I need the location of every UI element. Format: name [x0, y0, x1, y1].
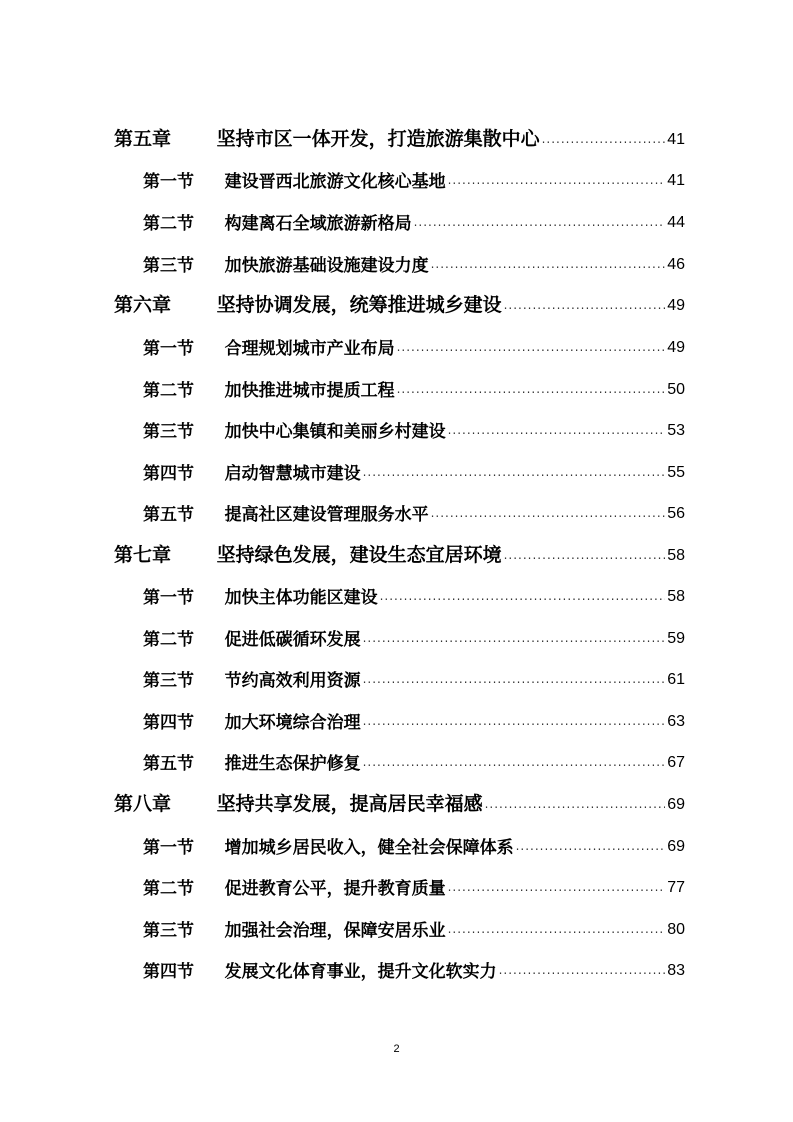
- dot-leader: [363, 714, 666, 728]
- dot-leader: [485, 797, 666, 811]
- toc-entry-page: 44: [667, 214, 685, 231]
- toc-entry-page: 67: [667, 754, 685, 771]
- toc-entry-section[interactable]: [143, 703, 685, 733]
- dot-leader: [499, 963, 666, 977]
- toc-entry-title: 坚持绿色发展，建设生态宜居环境: [216, 544, 502, 566]
- toc-entry-page: 69: [667, 838, 685, 855]
- toc-entry-section[interactable]: [143, 952, 685, 982]
- toc-entry-section[interactable]: [143, 869, 685, 899]
- toc-entry-section[interactable]: [143, 620, 685, 650]
- toc-entry-page: 53: [667, 422, 685, 439]
- toc-entry-page: 50: [667, 381, 685, 398]
- toc-entry-number: 第一节: [143, 838, 194, 858]
- toc-entry-section[interactable]: [143, 911, 685, 941]
- dot-leader: [397, 340, 666, 354]
- toc-entry-page: 49: [667, 297, 685, 314]
- toc-entry-number: 第七章: [114, 544, 172, 566]
- toc-entry-page: 63: [667, 713, 685, 730]
- toc-entry-title: 坚持市区一体开发，打造旅游集散中心: [216, 128, 540, 150]
- dot-leader: [504, 548, 666, 562]
- toc-entry-section[interactable]: [143, 495, 685, 525]
- toc-entry-page: 41: [667, 131, 685, 148]
- toc-entry-section[interactable]: [143, 246, 685, 276]
- toc-entry-number: 第六章: [114, 294, 172, 316]
- toc-entry-number: 第三节: [143, 256, 194, 276]
- dot-leader: [363, 631, 666, 645]
- toc-entry-title: 促进教育公平，提升教育质量: [224, 879, 446, 899]
- toc-entry-section[interactable]: [143, 204, 685, 234]
- toc-entry-page: 83: [667, 962, 685, 979]
- toc-entry-number: 第二节: [143, 630, 194, 650]
- toc-entry-title: 坚持共享发展，提高居民幸福感: [216, 793, 483, 815]
- toc-entry-title: 推进生态保护修复: [224, 754, 361, 774]
- toc-entry-title: 坚持协调发展，统筹推进城乡建设: [216, 294, 502, 316]
- toc-entry-number: 第三节: [143, 671, 194, 691]
- dot-leader: [397, 382, 666, 396]
- toc-entry-title: 加大环境综合治理: [224, 713, 361, 733]
- dot-leader: [542, 132, 666, 146]
- toc-entry-section[interactable]: [143, 454, 685, 484]
- toc-entry-section[interactable]: [143, 661, 685, 691]
- toc-entry-title: 提高社区建设管理服务水平: [224, 505, 429, 525]
- page-number: 2: [393, 1043, 400, 1055]
- toc-entry-page: 77: [667, 879, 685, 896]
- toc-entry-number: 第一节: [143, 339, 194, 359]
- toc-entry-number: 第三节: [143, 921, 194, 941]
- toc-entry-title: 加强社会治理，保障安居乐业: [224, 921, 446, 941]
- toc-entry-number: 第五节: [143, 754, 194, 774]
- toc-entry-number: 第四节: [143, 962, 194, 982]
- toc-entry-page: 46: [667, 256, 685, 273]
- toc-entry-page: 41: [667, 172, 685, 189]
- toc-entry-title: 建设晋西北旅游文化核心基地: [224, 172, 446, 192]
- toc-entry-section[interactable]: [143, 412, 685, 442]
- toc-entry-number: 第四节: [143, 464, 194, 484]
- toc-entry-section[interactable]: [143, 744, 685, 774]
- toc-entry-chapter-5[interactable]: [114, 121, 685, 151]
- toc-entry-page: 58: [667, 588, 685, 605]
- dot-leader: [448, 173, 666, 187]
- toc-entry-number: 第四节: [143, 713, 194, 733]
- toc-entry-title: 加快主体功能区建设: [224, 588, 378, 608]
- toc-entry-page: 58: [667, 547, 685, 564]
- toc-entry-section[interactable]: [143, 371, 685, 401]
- toc-entry-number: 第三节: [143, 422, 194, 442]
- toc-entry-number: 第一节: [143, 172, 194, 192]
- toc-entry-title: 合理规划城市产业布局: [224, 339, 395, 359]
- toc-entry-title: 加快旅游基础设施建设力度: [224, 256, 429, 276]
- toc-entry-number: 第五章: [114, 128, 172, 150]
- toc-entry-page: 80: [667, 921, 685, 938]
- toc-entry-number: 第二节: [143, 879, 194, 899]
- toc-entry-page: 49: [667, 339, 685, 356]
- dot-leader: [431, 506, 666, 520]
- dot-leader: [431, 257, 666, 271]
- toc-entry-number: 第五节: [143, 505, 194, 525]
- dot-leader: [363, 465, 666, 479]
- dot-leader: [380, 589, 666, 603]
- toc-entry-title: 促进低碳循环发展: [224, 630, 361, 650]
- dot-leader: [363, 755, 666, 769]
- toc-entry-number: 第一节: [143, 588, 194, 608]
- toc-entry-number: 第二节: [143, 381, 194, 401]
- dot-leader: [414, 215, 666, 229]
- dot-leader: [448, 922, 666, 936]
- toc-entry-section[interactable]: [143, 828, 685, 858]
- toc-entry-title: 构建离石全域旅游新格局: [224, 214, 412, 234]
- toc-entry-page: 55: [667, 464, 685, 481]
- toc-entry-page: 61: [667, 671, 685, 688]
- toc-entry-section[interactable]: [143, 329, 685, 359]
- dot-leader: [504, 298, 666, 312]
- toc-entry-page: 69: [667, 796, 685, 813]
- toc-entry-chapter-6[interactable]: [114, 287, 685, 317]
- toc-entry-section[interactable]: [143, 162, 685, 192]
- toc-entry-title: 加快推进城市提质工程: [224, 381, 395, 401]
- toc-entry-number: 第八章: [114, 793, 172, 815]
- dot-leader: [363, 672, 666, 686]
- toc-entry-title: 加快中心集镇和美丽乡村建设: [224, 422, 446, 442]
- toc-entry-chapter-8[interactable]: [114, 786, 685, 816]
- dot-leader: [448, 880, 666, 894]
- toc-entry-title: 发展文化体育事业，提升文化软实力: [224, 962, 497, 982]
- toc-entry-number: 第二节: [143, 214, 194, 234]
- toc-entry-page: 56: [667, 505, 685, 522]
- toc-entry-title: 启动智慧城市建设: [224, 464, 361, 484]
- dot-leader: [448, 423, 666, 437]
- toc-entry-chapter-7[interactable]: [114, 537, 685, 567]
- toc-entry-section[interactable]: [143, 578, 685, 608]
- dot-leader: [516, 839, 666, 853]
- toc-entry-title: 增加城乡居民收入，健全社会保障体系: [224, 838, 514, 858]
- toc-entry-title: 节约高效利用资源: [224, 671, 361, 691]
- toc-entry-page: 59: [667, 630, 685, 647]
